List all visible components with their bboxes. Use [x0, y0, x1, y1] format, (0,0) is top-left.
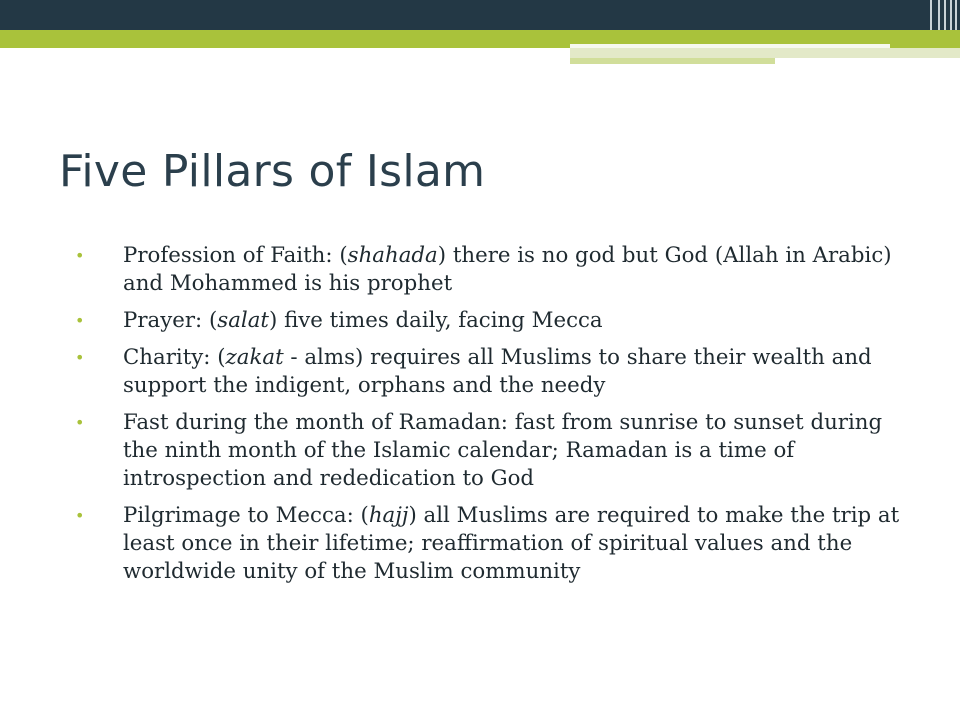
bullet-marker: • — [75, 506, 85, 525]
bullet-marker: • — [75, 311, 85, 330]
bullet-item: • Profession of Faith: (shahada) there is no god but God (Allah in Arabic) and Mohammed is his prophet — [75, 243, 892, 296]
header-accent-rule — [570, 48, 960, 58]
bullet-marker: • — [75, 413, 85, 432]
bullet-item: • Charity: (zakat - alms) requires all Muslims to share their wealth and support the indigent, orphans and the needy — [75, 345, 872, 398]
bullet-list — [75, 242, 915, 595]
bullet-item: • Prayer: (salat) five times daily, facing Mecca — [75, 308, 603, 333]
header-dark-band — [0, 0, 960, 30]
bullet-item: • Pilgrimage to Mecca: (hajj) all Muslims are required to make the trip at least once in their lifetime; reaffirmation of spiritual values and the worldwide unity of the Muslim community — [75, 503, 900, 584]
header-accent-rule-short — [570, 58, 775, 64]
bullet-item: • Fast during the month of Ramadan: fast from sunrise to sunset during the ninth month of the Islamic calendar; Ramadan is a time of introspection and rededication to God — [75, 410, 883, 491]
bullet-marker: • — [75, 246, 85, 265]
bullet-marker: • — [75, 348, 85, 367]
slide-title: Five Pillars of Islam — [59, 146, 486, 197]
